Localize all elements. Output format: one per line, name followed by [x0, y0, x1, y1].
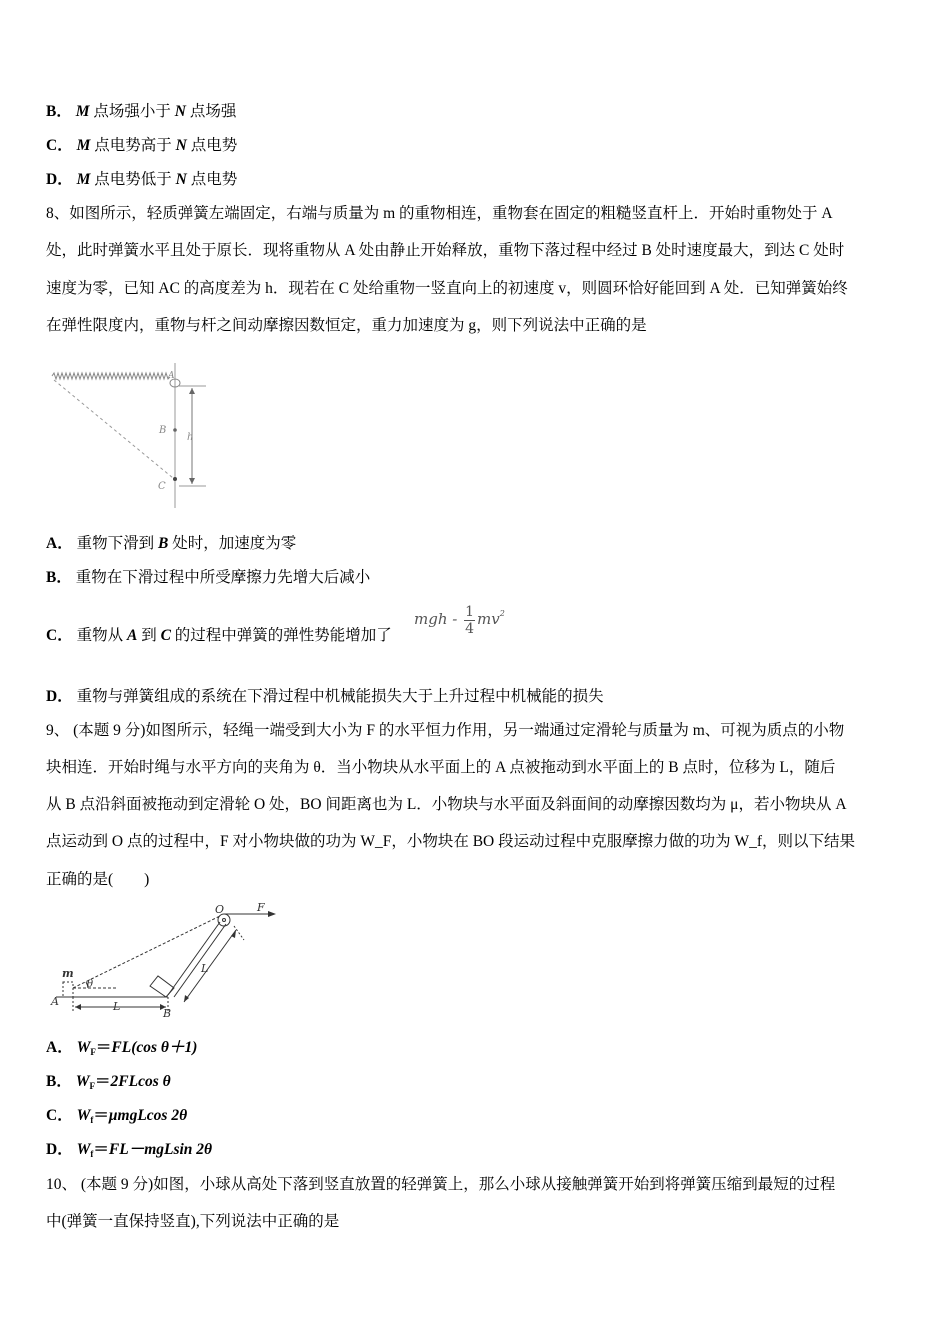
- option-letter: A．: [46, 535, 73, 552]
- option-letter: C．: [46, 137, 73, 154]
- option-text: 点电势低于: [90, 171, 176, 188]
- q9-option-c: [46, 1106, 187, 1130]
- q8-spring-rod-figure: [44, 358, 214, 513]
- work-subscript: f: [90, 1149, 94, 1159]
- q9-option-b: [46, 1072, 171, 1096]
- q7-option-b: [46, 102, 236, 122]
- option-letter: B．: [46, 569, 72, 586]
- option-expression: FL(cos θ＋1): [111, 1039, 198, 1056]
- q8-option-b: [46, 568, 370, 588]
- option-text: 到: [137, 627, 161, 644]
- var-c: C: [160, 627, 171, 644]
- var-n: N: [174, 103, 186, 120]
- q9-stem-line-1: 9、 (本题 9 分)如图所示，轻绳一端受到大小为 F 的水平恒力作用，另一端通过定滑轮与质量为 m、可视为质点的小物: [46, 722, 845, 739]
- work-symbol: W: [76, 1039, 91, 1056]
- label-l-horizontal: L: [113, 1000, 121, 1013]
- option-letter: C．: [46, 1107, 73, 1124]
- energy-formula: [414, 604, 505, 637]
- var-m: M: [76, 137, 91, 154]
- var-n: N: [175, 137, 187, 154]
- spring-icon: [52, 373, 170, 379]
- work-subscript: f: [90, 1115, 94, 1125]
- var-a: A: [126, 627, 138, 644]
- q8-stem-line-1: 8、如图所示，轻质弹簧左端固定，右端与质量为 m 的重物相连，重物套在固定的粗糙竖直杆上．开始时重物处于 A: [46, 205, 833, 222]
- q9-option-d: [46, 1140, 212, 1164]
- option-letter: B．: [46, 1073, 72, 1090]
- work-symbol: W: [76, 1107, 91, 1124]
- q8-stem-line-4: 在弹性限度内，重物与杆之间动摩擦因数恒定，重力加速度为 g，则下列说法中正确的是: [46, 317, 647, 334]
- label-l-slant: L: [201, 962, 209, 975]
- label-a: A: [168, 371, 175, 381]
- var-n: N: [175, 171, 187, 188]
- label-h: h: [187, 432, 194, 443]
- option-text: 重物与弹簧组成的系统在下滑过程中机械能损失大于上升过程中机械能的损失: [76, 688, 604, 705]
- q9-stem-line-4: 点运动到 O 点的过程中，F 对小物块做的功为 W_F，小物块在 BO 段运动过程中克服摩擦力做的功为 W_f，则以下结果: [46, 833, 856, 850]
- option-text: 重物在下滑过程中所受摩擦力先增大后减小: [75, 569, 371, 586]
- q10-stem-line-2: 中(弹簧一直保持竖直),下列说法中正确的是: [46, 1213, 340, 1230]
- equals: ＝: [95, 1039, 112, 1056]
- formula-left: mgh -: [414, 609, 463, 628]
- q8-option-a: [46, 534, 296, 554]
- var-b: B: [157, 535, 169, 552]
- formula-right: mv: [477, 609, 500, 628]
- fraction-denominator: 4: [465, 621, 475, 637]
- equals: ＝: [93, 1141, 109, 1158]
- option-expression: μmgLcos 2θ: [108, 1107, 188, 1124]
- q8-stem-line-2: 处，此时弹簧水平且处于原长．现将重物从 A 处由静止开始释放，重物下落过程中经过 B 处时速度最大，到达 C 处时: [46, 242, 845, 259]
- formula-exponent: 2: [499, 608, 505, 618]
- q9-stem-line-3: 从 B 点沿斜面被拖动到定滑轮 O 处，BO 间距离也为 L．小物块与水平面及斜面间的动摩擦因数均为 μ，若小物块从 A: [46, 796, 847, 813]
- work-symbol: W: [75, 1073, 90, 1090]
- option-letter: B．: [46, 103, 72, 120]
- option-expression: FL－mgLsin 2θ: [108, 1141, 213, 1158]
- var-m: M: [75, 103, 90, 120]
- option-text: 的过程中弹簧的弹性势能增加了: [170, 627, 392, 644]
- label-theta: θ: [87, 979, 94, 990]
- q10-stem-line-1: 10、 (本题 9 分)如图，小球从高处下落到竖直放置的轻弹簧上，那么小球从接触弹簧开始到将弹簧压缩到最短的过程: [46, 1176, 836, 1193]
- option-text: 点电势: [186, 137, 238, 154]
- label-o: O: [215, 903, 225, 916]
- option-letter: D．: [46, 1141, 73, 1158]
- q8-option-c: [46, 626, 392, 646]
- option-text: 重物下滑到: [76, 535, 158, 552]
- option-letter: A．: [46, 1039, 73, 1056]
- work-subscript: F: [89, 1081, 96, 1091]
- q7-option-c: [46, 136, 237, 156]
- fraction-numerator: 1: [465, 604, 475, 620]
- label-f: F: [257, 901, 265, 914]
- option-text: 点场强小于: [89, 103, 175, 120]
- label-a: A: [51, 995, 59, 1008]
- q7-option-d: [46, 170, 237, 190]
- q9-pulley-incline-figure: [48, 900, 288, 1022]
- label-m: m: [62, 967, 74, 980]
- label-b: B: [159, 425, 167, 436]
- label-b: B: [163, 1007, 172, 1020]
- q9-stem-line-5: 正确的是( ): [46, 871, 150, 888]
- work-subscript: F: [90, 1047, 96, 1057]
- var-m: M: [76, 171, 91, 188]
- option-text: 点电势高于: [90, 137, 176, 154]
- equals: ＝: [95, 1073, 111, 1090]
- force-arrow-icon: [268, 911, 276, 917]
- option-text: 重物从: [76, 627, 127, 644]
- option-text: 处时，加速度为零: [168, 535, 297, 552]
- option-letter: D．: [46, 171, 73, 188]
- option-text: 点电势: [186, 171, 238, 188]
- option-expression: 2FLcos θ: [110, 1073, 171, 1090]
- q9-stem-line-2: 块相连．开始时绳与水平方向的夹角为 θ．当小物块从水平面上的 A 点被拖动到水平面上的 B 点时，位移为 L，随后: [46, 759, 836, 776]
- equals: ＝: [93, 1107, 109, 1124]
- option-letter: D．: [46, 688, 73, 705]
- option-letter: C．: [46, 627, 73, 644]
- label-c: C: [158, 481, 166, 492]
- option-text: 点场强: [185, 103, 237, 120]
- q9-option-a: [46, 1038, 197, 1062]
- q8-stem-line-3: 速度为零，已知 AC 的高度差为 h．现若在 C 处给重物一竖直向上的初速度 v，则圆环恰好能回到 A 处．已知弹簧始终: [46, 280, 848, 297]
- q8-option-d: [46, 687, 604, 707]
- work-symbol: W: [76, 1141, 91, 1158]
- fraction: [464, 604, 475, 637]
